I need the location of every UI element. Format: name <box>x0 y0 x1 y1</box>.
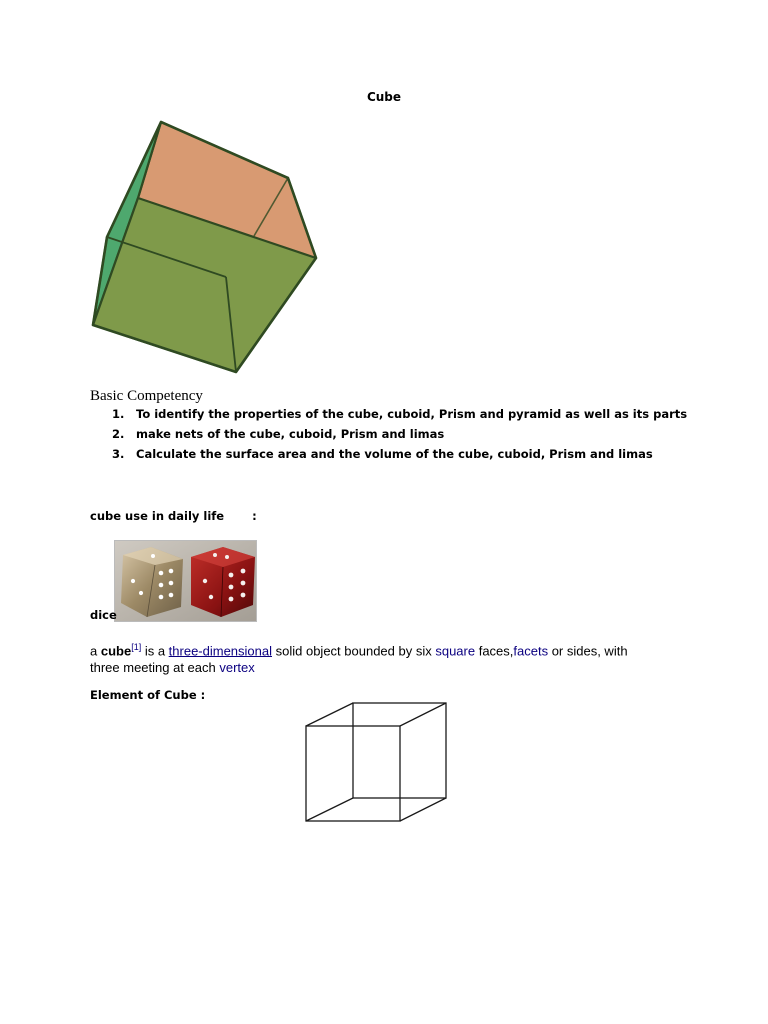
facets-link[interactable]: facets <box>513 643 549 659</box>
definition-prefix: a <box>90 643 101 659</box>
daily-use-colon: : <box>252 509 257 523</box>
definition-text: or sides, with three meeting at each <box>90 643 628 676</box>
element-of-cube-heading <box>90 688 205 702</box>
wireframe-cube <box>302 700 452 826</box>
list-item-number: 1. <box>112 407 125 421</box>
definition-term: cube <box>100 643 132 659</box>
element-heading-colon: : <box>200 688 206 702</box>
dice-label: dice <box>90 608 117 622</box>
list-item-text: Calculate the surface area and the volume of the cube, cuboid, Prism and limas <box>136 446 653 461</box>
dice-photo <box>114 540 257 622</box>
list-item <box>112 425 687 445</box>
competency-heading: Basic Competency <box>90 388 203 404</box>
competency-list <box>112 405 687 464</box>
daily-use-heading-text: cube use in daily life <box>90 509 225 523</box>
three-dimensional-link[interactable]: three-dimensional <box>168 643 273 659</box>
list-item-text: make nets of the cube, cuboid, Prism and limas <box>136 426 445 441</box>
list-item <box>112 445 687 465</box>
list-item-number: 3. <box>112 446 125 461</box>
list-item-number: 2. <box>112 426 125 441</box>
red-die <box>191 547 255 617</box>
list-item-text: To identify the properties of the cube, cuboid, Prism and pyramid as well as its parts <box>136 407 688 421</box>
citation-link[interactable]: [1] <box>131 642 142 652</box>
list-item <box>112 405 687 425</box>
vertex-link[interactable]: vertex <box>219 660 255 676</box>
cube-definition <box>90 639 660 676</box>
element-heading-text: Element of Cube <box>90 688 197 702</box>
marble-die <box>121 547 183 617</box>
daily-use-heading <box>90 509 257 523</box>
definition-text: faces, <box>475 643 514 659</box>
cube-illustration <box>88 118 324 378</box>
definition-text: solid object bounded by six <box>272 643 436 659</box>
square-link[interactable]: square <box>435 643 476 659</box>
page-title: Cube <box>366 90 402 104</box>
definition-text: is a <box>141 643 169 659</box>
